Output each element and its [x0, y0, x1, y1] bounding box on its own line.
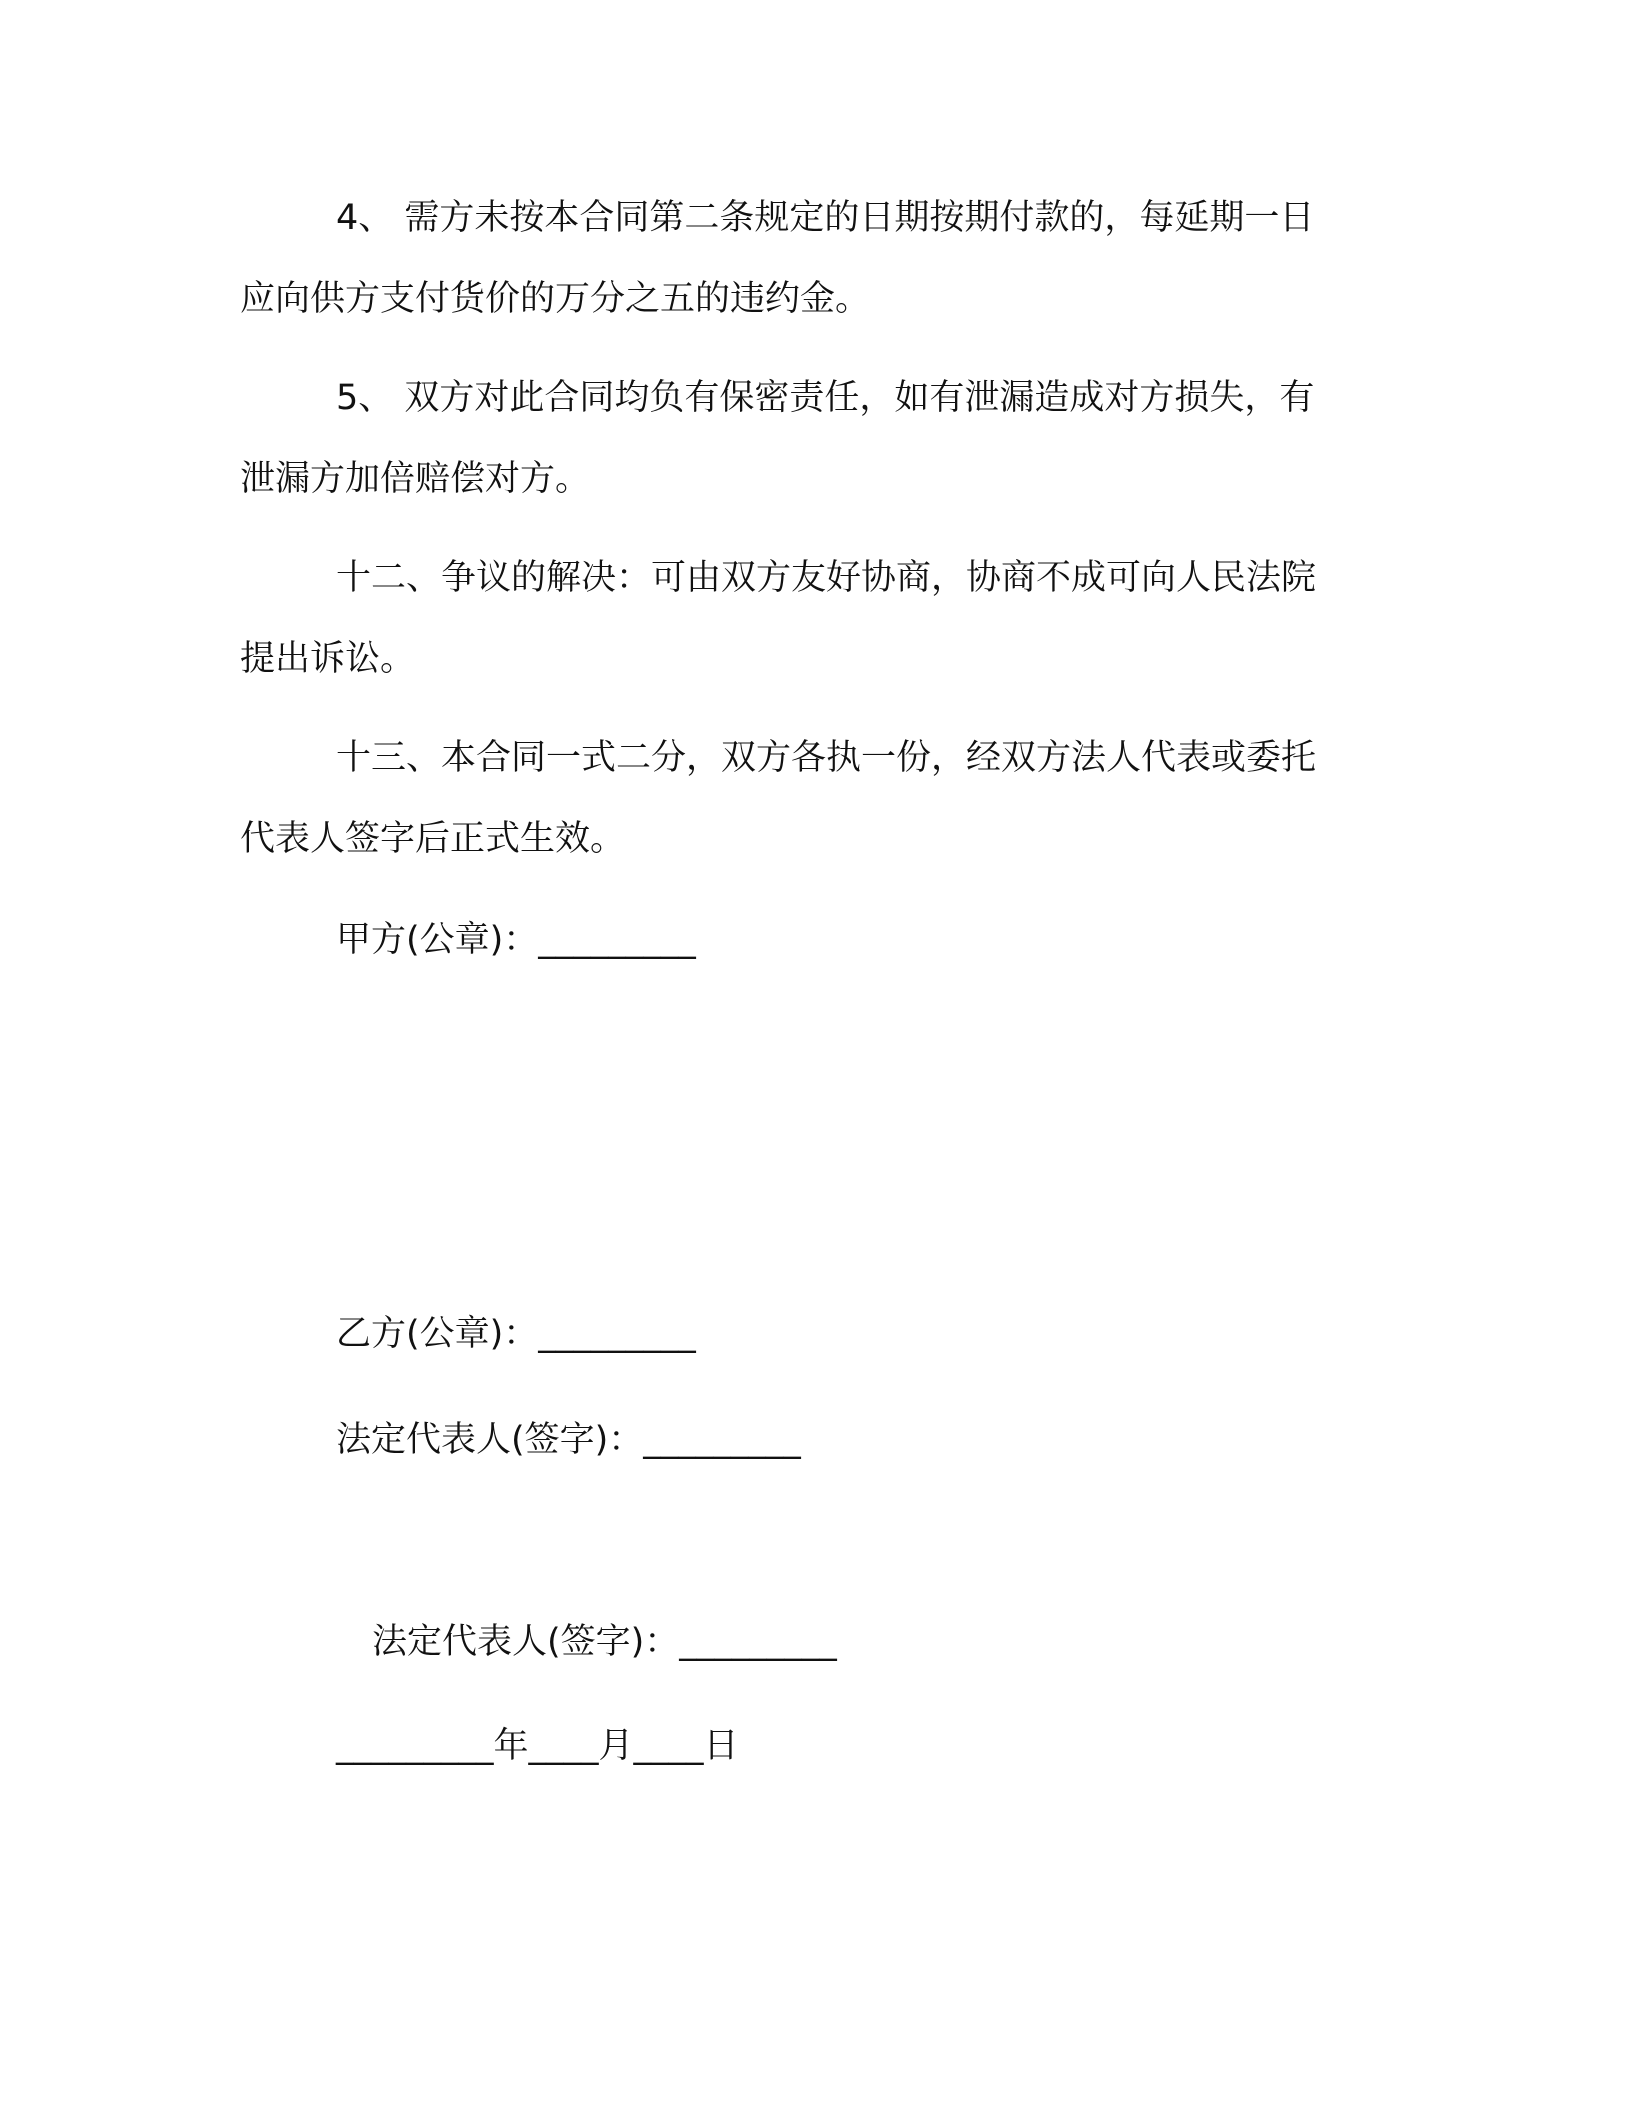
- clause-4: [240, 198, 1390, 319]
- date-line: _________年____月____日: [336, 1726, 739, 1766]
- clause-line: 泄漏方加倍赔偿对方。: [240, 459, 591, 499]
- clause-12-dispute-resolution: [240, 558, 1390, 679]
- clause-line: 应向供方支付货价的万分之五的违约金。: [240, 279, 871, 319]
- legal-rep-signature-line: 法定代表人(签字)：_________: [336, 1420, 801, 1460]
- clause-line: 代表人签字后正式生效。: [240, 819, 626, 859]
- party-b-seal-line: 乙方(公章)：_________: [336, 1314, 696, 1354]
- legal-rep-signature-line: 法定代表人(签字)：_________: [372, 1622, 837, 1662]
- clause-line: 4、 需方未按本合同第二条规定的日期按期付款的，每延期一日: [336, 198, 1315, 238]
- clause-line: 十三、本合同一式二分，双方各执一份，经双方法人代表或委托: [336, 738, 1317, 778]
- clause-line: 十二、争议的解决：可由双方友好协商，协商不成可向人民法院: [336, 558, 1317, 598]
- clause-5: [240, 378, 1390, 499]
- party-a-seal-line: 甲方(公章)：_________: [336, 920, 696, 960]
- clause-line: 5、 双方对此合同均负有保密责任，如有泄漏造成对方损失，有: [336, 378, 1315, 418]
- clause-line: 提出诉讼。: [240, 639, 416, 679]
- clause-13-effectiveness: [240, 738, 1390, 859]
